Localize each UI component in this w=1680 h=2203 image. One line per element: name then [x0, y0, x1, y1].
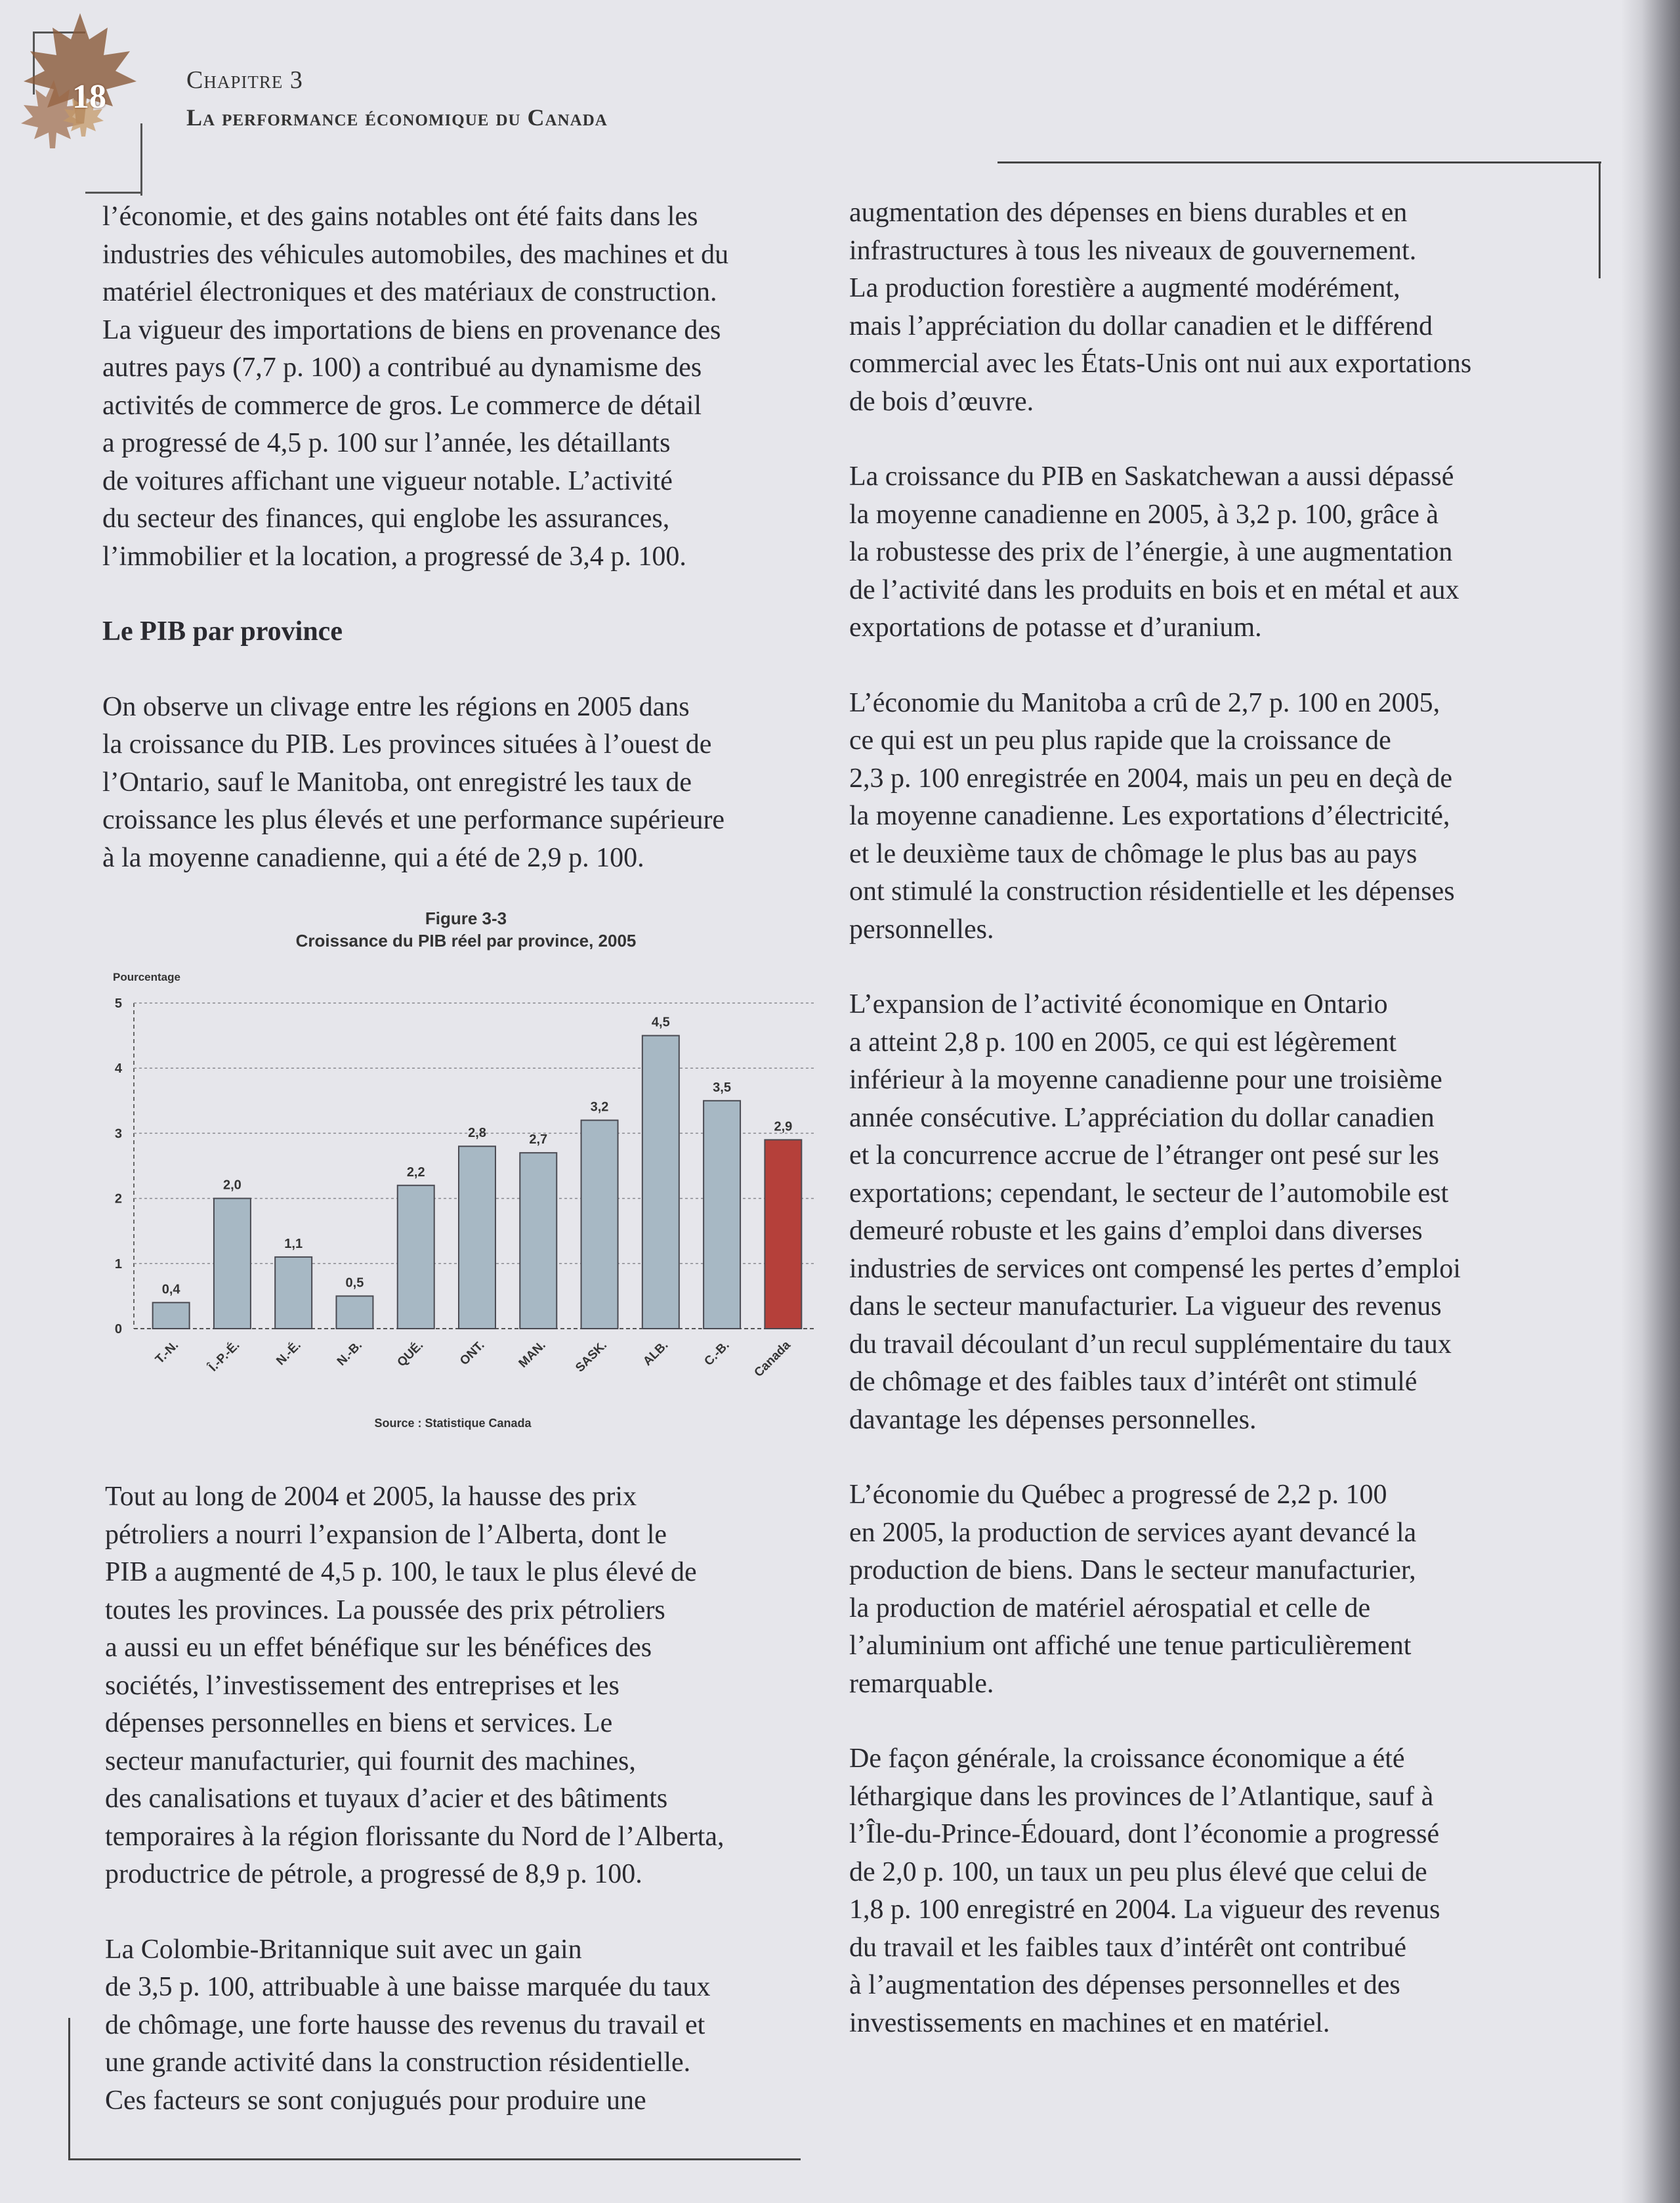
- chart-category-label: Canada: [751, 1338, 793, 1380]
- chart-value-label: 1,1: [284, 1236, 303, 1251]
- text-line: De façon générale, la croissance économique a été: [849, 1743, 1405, 1774]
- chart-subtitle: Croissance du PIB réel par province, 2005: [295, 931, 637, 951]
- chart-bar: [459, 1146, 495, 1329]
- text-line: a progressé de 4,5 p. 100 sur l’année, les détaillants: [102, 428, 671, 458]
- text-line: à l’augmentation des dépenses personnelles et des: [849, 1970, 1400, 2000]
- chart-category-label: SASK.: [573, 1338, 610, 1375]
- chart-bars: [153, 1036, 802, 1329]
- chart-category-label: MAN.: [516, 1338, 549, 1371]
- text-line: La production forestière a augmenté modérément,: [849, 273, 1400, 303]
- chart-y-tick-label: 3: [114, 1126, 122, 1142]
- left-column-bottom: [105, 1478, 827, 2120]
- chart-bar: [214, 1199, 251, 1329]
- chart-bar: [336, 1296, 373, 1329]
- paragraph-quebec: [849, 1476, 1571, 1703]
- paragraph-alberta: [105, 1478, 827, 1894]
- text-line: 1,8 p. 100 enregistré en 2004. La vigueur des revenus: [849, 1894, 1440, 1925]
- chart-value-label: 2,2: [406, 1165, 425, 1180]
- text-line: l’aluminium ont affiché une tenue particulièrement: [849, 1631, 1412, 1661]
- text-line: demeuré robuste et les gains d’emploi dans diverses: [849, 1216, 1423, 1246]
- text-line: une grande activité dans la construction résidentielle.: [105, 2047, 691, 2078]
- paragraph-bc-continued: [849, 194, 1571, 421]
- text-line: la moyenne canadienne. Les exportations d’électricité,: [849, 801, 1450, 831]
- chart-bar: [581, 1121, 618, 1329]
- text-line: dépenses personnelles en biens et services. Le: [105, 1708, 613, 1738]
- chart-category-label: N.-B.: [334, 1338, 365, 1369]
- right-column: [849, 194, 1571, 2042]
- text-line: autres pays (7,7 p. 100) a contribué au dynamisme des: [102, 353, 702, 383]
- text-line: de l’activité dans les produits en bois et en métal et aux: [849, 574, 1460, 605]
- chart-value-label: 2,8: [468, 1126, 486, 1141]
- text-line: ont stimulé la construction résidentielle et les dépenses: [849, 876, 1455, 907]
- text-line: la robustesse des prix de l’énergie, à une augmentation: [849, 537, 1453, 567]
- chart-value-label: 3,2: [590, 1100, 609, 1115]
- chart-value-label: 2,7: [529, 1132, 548, 1147]
- text-line: en 2005, la production de services ayant devancé la: [849, 1517, 1417, 1548]
- text-line: de 3,5 p. 100, attribuable à une baisse marquée du taux: [105, 1972, 711, 2002]
- text-line: l’immobilier et la location, a progressé de 3,4 p. 100.: [102, 541, 686, 572]
- top-rule: [998, 161, 1601, 163]
- chart-value-label: 4,5: [651, 1015, 670, 1030]
- text-line: 2,3 p. 100 enregistrée en 2004, mais un peu en deçà de: [849, 763, 1453, 794]
- chapter-title: La performance économique du Canada: [186, 104, 608, 131]
- page-number: 18: [72, 78, 106, 116]
- text-line: temporaires à la région florissante du Nord de l’Alberta,: [105, 1821, 724, 1852]
- chart-y-axis-label: Pourcentage: [113, 971, 180, 983]
- text-line: de chômage, une forte hausse des revenus du travail et: [105, 2009, 705, 2040]
- paragraph-bc: [105, 1931, 827, 2120]
- text-line: La vigueur des importations de biens en provenance des: [102, 314, 721, 345]
- chart-value-label: 2,0: [223, 1178, 242, 1193]
- text-line: La croissance du PIB en Saskatchewan a aussi dépassé: [849, 461, 1454, 492]
- text-line: la production de matériel aérospatial et celle de: [849, 1593, 1371, 1623]
- text-line: personnelles.: [849, 914, 994, 945]
- text-line: l’Ontario, sauf le Manitoba, ont enregistré les taux de: [102, 767, 692, 798]
- chart-value-label: 2,9: [774, 1119, 793, 1134]
- paragraph-atlantic: [849, 1740, 1571, 2042]
- paragraph-saskatchewan: [849, 458, 1571, 647]
- text-line: de voitures affichant une vigueur notable. L’activité: [102, 465, 673, 496]
- text-line: industries de services ont compensé les pertes d’emploi: [849, 1253, 1461, 1284]
- gdp-bar-chart: [105, 903, 820, 1442]
- text-line: activités de commerce de gros. Le commerce de détail: [102, 390, 702, 421]
- chart-category-label: Î.-P.-É.: [206, 1338, 243, 1375]
- chart-category-label: T.-N.: [152, 1338, 182, 1367]
- chart-category-label: QUÉ.: [394, 1338, 427, 1370]
- text-line: L’économie du Manitoba a crû de 2,7 p. 100 en 2005,: [849, 687, 1440, 718]
- text-line: commercial avec les États-Unis ont nui aux exportations: [849, 349, 1472, 379]
- text-line: augmentation des dépenses en biens durables et en: [849, 198, 1408, 228]
- paragraph-ontario: [849, 986, 1571, 1439]
- chart-bar: [704, 1101, 740, 1329]
- text-line: L’économie du Québec a progressé de 2,2 p. 100: [849, 1480, 1387, 1510]
- text-line: investissements en machines et en matériel.: [849, 2007, 1330, 2038]
- chart-source: Source : Statistique Canada: [374, 1417, 532, 1430]
- text-line: à la moyenne canadienne, qui a été de 2,9 p. 100.: [102, 842, 644, 873]
- paragraph-regions: [102, 689, 824, 878]
- text-line: production de biens. Dans le secteur manufacturier,: [849, 1555, 1416, 1585]
- text-line: remarquable.: [849, 1668, 994, 1699]
- text-line: exportations; cependant, le secteur de l’automobile est: [849, 1178, 1449, 1208]
- chart-y-tick-label: 1: [114, 1256, 122, 1272]
- chart-y-tick-label: 4: [114, 1061, 122, 1077]
- chart-category-label: C.-B.: [702, 1338, 732, 1369]
- top-rule-vertical: [1599, 161, 1601, 278]
- text-line: industries des véhicules automobiles, des machines et du: [102, 239, 729, 270]
- chart-y-ticks: [115, 996, 123, 1337]
- text-line: la croissance du PIB. Les provinces situées à l’ouest de: [102, 729, 712, 759]
- text-line: croissance les plus élevés et une performance supérieure: [102, 805, 725, 835]
- text-line: On observe un clivage entre les régions en 2005 dans: [102, 691, 690, 722]
- text-line: secteur manufacturier, qui fournit des machines,: [105, 1745, 636, 1776]
- chart-value-label: 3,5: [713, 1080, 731, 1095]
- text-line: de chômage et des faibles taux d’intérêt ont stimulé: [849, 1367, 1418, 1397]
- text-line: L’expansion de l’activité économique en Ontario: [849, 989, 1388, 1019]
- text-line: davantage les dépenses personnelles.: [849, 1404, 1257, 1435]
- text-line: La Colombie-Britannique suit avec un gain: [105, 1934, 582, 1965]
- text-line: Tout au long de 2004 et 2005, la hausse des prix: [105, 1482, 637, 1512]
- chart-category-label: ALB.: [640, 1338, 671, 1369]
- text-line: de 2,0 p. 100, un taux un peu plus élevé que celui de: [849, 1856, 1427, 1887]
- chart-y-tick-label: 5: [114, 996, 122, 1011]
- text-line: productrice de pétrole, a progressé de 8,9 p. 100.: [105, 1859, 642, 1889]
- chart-title: Figure 3-3: [425, 909, 507, 928]
- text-line: du travail découlant d’un recul supplémentaire du taux: [849, 1329, 1452, 1359]
- text-line: du secteur des finances, qui englobe les assurances,: [102, 503, 670, 534]
- bottom-rule: [68, 2158, 801, 2160]
- text-line: et le deuxième taux de chômage le plus bas au pays: [849, 838, 1418, 869]
- chart-category-label: N.-É.: [274, 1338, 304, 1369]
- chapter-label: Chapitre 3: [186, 66, 303, 94]
- chart-bar: [520, 1153, 556, 1329]
- text-line: infrastructures à tous les niveaux de gouvernement.: [849, 235, 1417, 266]
- text-line: a aussi eu un effet bénéfique sur les bénéfices des: [105, 1633, 652, 1663]
- text-line: inférieur à la moyenne canadienne pour une troisième: [849, 1065, 1442, 1095]
- text-line: Ces facteurs se sont conjugués pour produire une: [105, 2085, 646, 2116]
- chart-bar: [398, 1186, 434, 1329]
- text-line: l’Île-du-Prince-Édouard, dont l’économie a progressé: [849, 1819, 1440, 1849]
- chart-y-tick-label: 0: [114, 1322, 122, 1337]
- chart-value-label: 0,4: [161, 1282, 180, 1297]
- chart-bar: [153, 1302, 190, 1329]
- chart-value-label: 0,5: [345, 1275, 364, 1291]
- bottom-rule-vertical: [68, 2018, 70, 2160]
- text-line: toutes les provinces. La poussée des prix pétroliers: [105, 1594, 665, 1625]
- chart-bar: [642, 1036, 679, 1329]
- section-heading: Le PIB par province: [102, 616, 343, 647]
- chart-bar: [765, 1140, 801, 1329]
- chart-bar: [275, 1257, 312, 1329]
- chart-x-labels: [153, 1338, 793, 1380]
- text-line: du travail et les faibles taux d’intérêt ont contribué: [849, 1932, 1407, 1963]
- text-line: dans le secteur manufacturier. La vigueur des revenus: [849, 1291, 1442, 1321]
- left-column-top: [102, 198, 824, 877]
- text-line: a atteint 2,8 p. 100 en 2005, ce qui est légèrement: [849, 1027, 1396, 1058]
- text-line: mais l’appréciation du dollar canadien et le différend: [849, 310, 1433, 341]
- paragraph-economy: [102, 198, 824, 576]
- text-line: la moyenne canadienne en 2005, à 3,2 p. 100, grâce à: [849, 499, 1438, 530]
- text-line: PIB a augmenté de 4,5 p. 100, le taux le plus élevé de: [105, 1557, 697, 1587]
- text-line: année consécutive. L’appréciation du dollar canadien: [849, 1102, 1435, 1133]
- chart-y-tick-label: 2: [114, 1191, 122, 1207]
- text-line: des canalisations et tuyaux d’acier et des bâtiments: [105, 1784, 668, 1814]
- book-spine-shadow: [1621, 0, 1680, 2203]
- text-line: exportations de potasse et d’uranium.: [849, 612, 1262, 643]
- text-line: matériel électroniques et des matériaux de construction.: [102, 277, 717, 307]
- text-line: sociétés, l’investissement des entreprises et les: [105, 1670, 620, 1701]
- text-line: pétroliers a nourri l’expansion de l’Alberta, dont le: [105, 1519, 667, 1550]
- text-line: de bois d’œuvre.: [849, 386, 1034, 417]
- paragraph-manitoba: [849, 685, 1571, 949]
- text-line: ce qui est un peu plus rapide que la croissance de: [849, 725, 1391, 756]
- text-line: l’économie, et des gains notables ont été faits dans les: [102, 202, 698, 232]
- text-line: léthargique dans les provinces de l’Atlantique, sauf à: [849, 1781, 1434, 1812]
- text-line: et la concurrence accrue de l’étranger ont pesé sur les: [849, 1140, 1440, 1170]
- chart-category-label: ONT.: [457, 1338, 488, 1369]
